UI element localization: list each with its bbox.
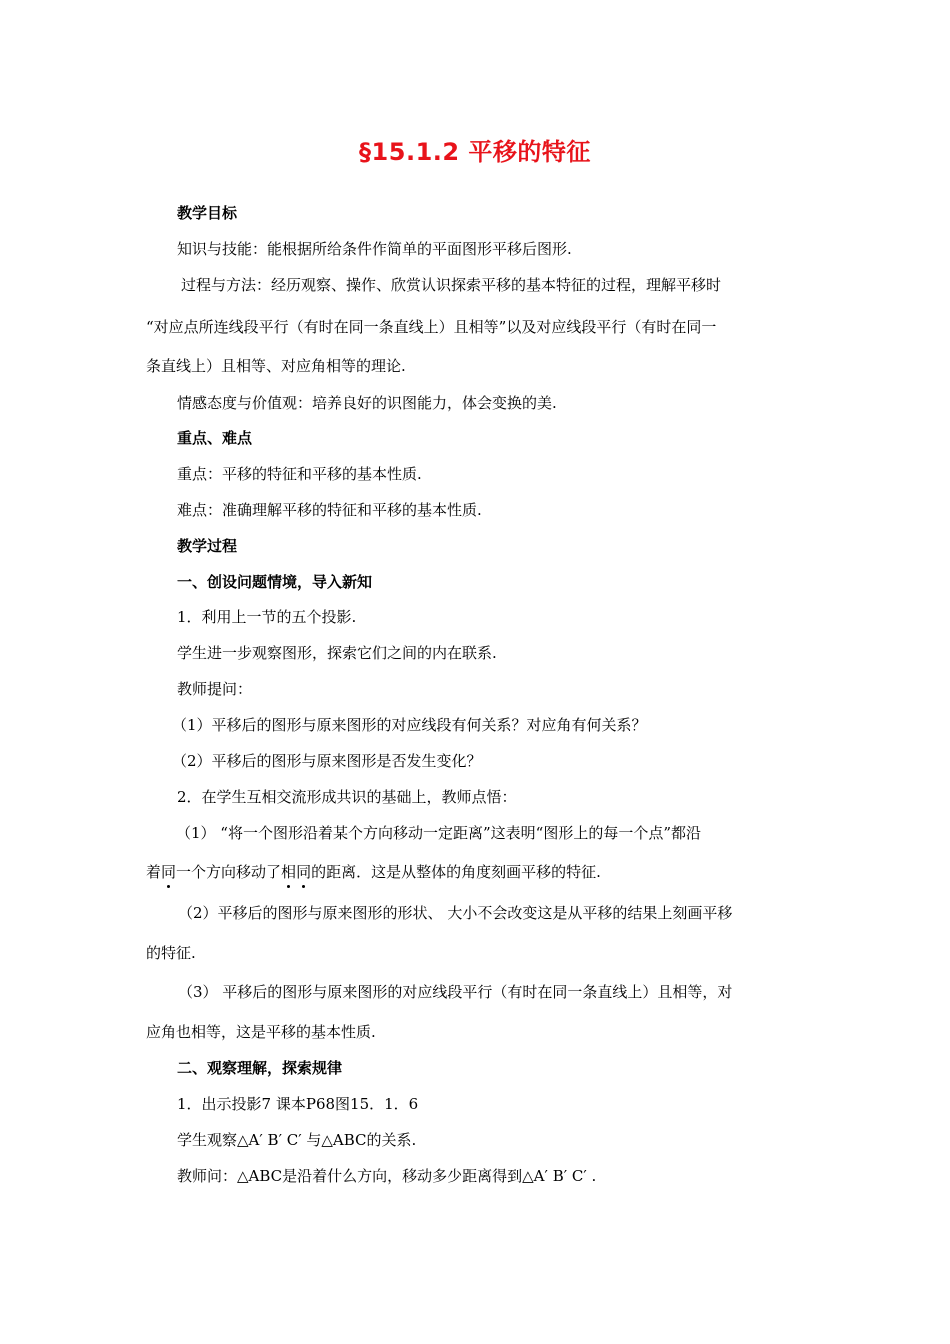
part1-heading: 一、创设问题情境，导入新知 xyxy=(177,573,373,591)
part1-item-1: 1．利用上一节的五个投影. xyxy=(177,608,357,626)
part1-answer-2-line-1: （2）平移后的图形与原来图形的形状、 大小不会改变这是从平移的结果上刻画平移 xyxy=(178,904,733,922)
goal-process-line-3: 条直线上）且相等、对应角相等的理论. xyxy=(146,357,406,375)
difficult-point: 难点：准确理解平移的特征和平移的基本性质. xyxy=(177,501,482,519)
part1-student: 学生进一步观察图形，探索它们之间的内在联系. xyxy=(177,644,497,662)
part1-answer-3-line-2: 应角也相等，这是平移的基本性质. xyxy=(146,1023,376,1041)
goal-knowledge: 知识与技能：能根据所给条件作简单的平面图形平移后图形. xyxy=(177,240,572,258)
part1-question-1: （1）平移后的图形与原来图形的对应线段有何关系？对应角有何关系？ xyxy=(172,716,647,734)
key-point: 重点：平移的特征和平移的基本性质. xyxy=(177,465,422,483)
part1-question-2: （2）平移后的图形与原来图形是否发生变化？ xyxy=(172,752,482,770)
part1-answer-2-line-2: 的特征. xyxy=(146,944,196,962)
part1-answer-3-line-1: （3） 平移后的图形与原来图形的对应线段平行（有时在同一条直线上）且相等，对 xyxy=(178,983,733,1001)
part1-item-2: 2．在学生互相交流形成共识的基础上，教师点悟： xyxy=(177,788,517,806)
process-heading: 教学过程 xyxy=(177,537,238,555)
part2-heading: 二、观察理解，探索规律 xyxy=(177,1059,343,1077)
emphasis-dot-char: 同 xyxy=(296,863,312,881)
goal-emotion: 情感态度与价值观：培养良好的识图能力，体会变换的美. xyxy=(177,394,557,412)
part2-student: 学生观察△A′ B′ C′ 与△ABC的关系. xyxy=(177,1131,417,1149)
part2-teacher: 教师问：△ABC是沿着什么方向，移动多少距离得到△A′ B′ C′ . xyxy=(177,1167,597,1185)
part1-answer-1-line-1: （1） “将一个图形沿着某个方向移动一定距离”这表明“图形上的每一个点”都沿 xyxy=(176,824,701,842)
goal-process-line-2: “对应点所连线段平行（有时在同一条直线上）且相等”以及对应线段平行（有时在同一 xyxy=(146,318,717,336)
part1-answer-1-line-2: 着同一个方向移动了相同的距离．这是从整体的角度刻画平移的特征. xyxy=(146,863,601,881)
page-title: §15.1.2 平移的特征 xyxy=(359,138,591,166)
emphasis-dot-char: 相 xyxy=(281,863,297,881)
goal-process-line-1: 过程与方法：经历观察、操作、欣赏认识探索平移的基本特征的过程，理解平移时 xyxy=(181,276,722,294)
part2-item-1: 1．出示投影7 课本P68图15．1．6 xyxy=(177,1095,419,1113)
emphasis-dot-char: 同 xyxy=(161,863,177,881)
key-heading: 重点、难点 xyxy=(177,429,253,447)
part1-teacher: 教师提问： xyxy=(177,680,253,698)
goals-heading: 教学目标 xyxy=(177,204,238,222)
